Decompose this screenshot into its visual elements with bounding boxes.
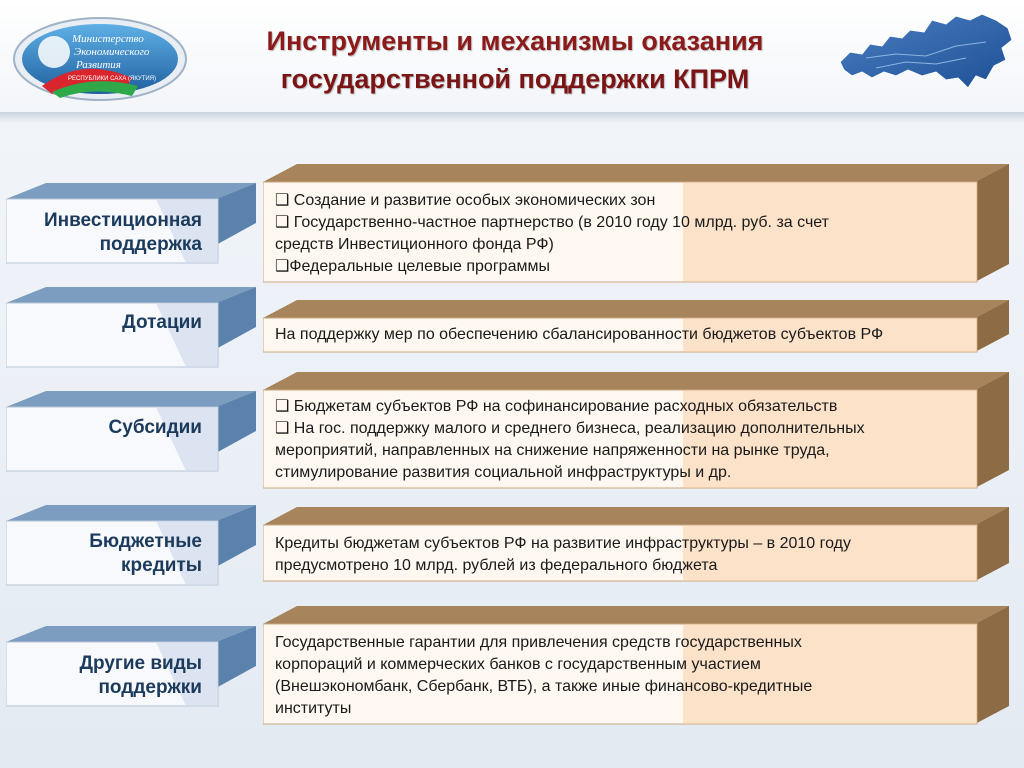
category-tab [6, 287, 256, 369]
text-line: ❑ Государственно-частное партнерство (в 2010 году 10 млрд. руб. за счет [275, 214, 829, 231]
header-divider [0, 112, 1024, 122]
ministry-logo [12, 16, 188, 102]
description-panel [263, 507, 1019, 583]
russia-map-icon [836, 6, 1016, 102]
title-line-2: государственной поддержки КПРМ [280, 64, 750, 94]
category-tab [6, 505, 256, 587]
logo-text-3: Развития [76, 59, 121, 71]
category-label: Инвестиционная поддержка [43, 210, 202, 255]
text-line: мероприятий, направленных на снижение напряженности на рынке труда, [275, 442, 830, 459]
category-label: Другие виды поддержки [79, 653, 202, 698]
category-label: Субсидии [108, 417, 202, 438]
panel-text [275, 190, 843, 278]
slide-title [200, 22, 830, 98]
category-tab [6, 391, 256, 473]
text-line: (Внешэкономбанк, Сбербанк, ВТБ), а также иные финансово-кредитные [275, 678, 813, 695]
text-line: На поддержку мер по обеспечению сбалансированности бюджетов субъектов РФ [275, 326, 884, 343]
text-line: Государственные гарантии для привлечения средств государственных [275, 634, 802, 651]
description-panel [263, 164, 1019, 284]
text-line: институты [275, 700, 352, 717]
description-panel [263, 606, 1019, 726]
category-label: Бюджетные кредиты [89, 531, 202, 576]
text-line: стимулирование развития социальной инфраструктуры и др. [275, 464, 732, 481]
description-panel [263, 300, 1019, 354]
text-line: ❑ Бюджетам субъектов РФ на софинансирование расходных обязательств [275, 398, 838, 415]
text-line: корпораций и коммерческих банков с государственным участием [275, 656, 761, 673]
panel-text [275, 324, 897, 346]
logo-text-4: РЕСПУБЛИКИ САХА (ЯКУТИЯ) [68, 76, 157, 82]
title-line-1: Инструменты и механизмы оказания [266, 26, 764, 56]
category-tab [6, 183, 256, 265]
text-line: Кредиты бюджетам субъектов РФ на развитие инфраструктуры – в 2010 году [275, 535, 852, 552]
text-line: ❑Федеральные целевые программы [275, 258, 550, 275]
text-line: ❑ Создание и развитие особых экономических зон [275, 192, 656, 209]
text-line: ❑ На гос. поддержку малого и среднего бизнеса, реализацию дополнительных [275, 420, 865, 437]
panel-text [275, 632, 826, 720]
text-line: предусмотрено 10 млрд. рублей из федерального бюджета [275, 557, 718, 574]
panel-text [275, 396, 879, 484]
description-panel [263, 372, 1019, 490]
text-line: средств Инвестиционного фонда РФ) [275, 236, 554, 253]
category-label: Дотации [122, 312, 202, 333]
logo-text-1: Министерство [72, 33, 144, 45]
panel-text [275, 533, 865, 577]
logo-text-2: Экономического [74, 46, 150, 58]
category-tab [6, 626, 256, 708]
